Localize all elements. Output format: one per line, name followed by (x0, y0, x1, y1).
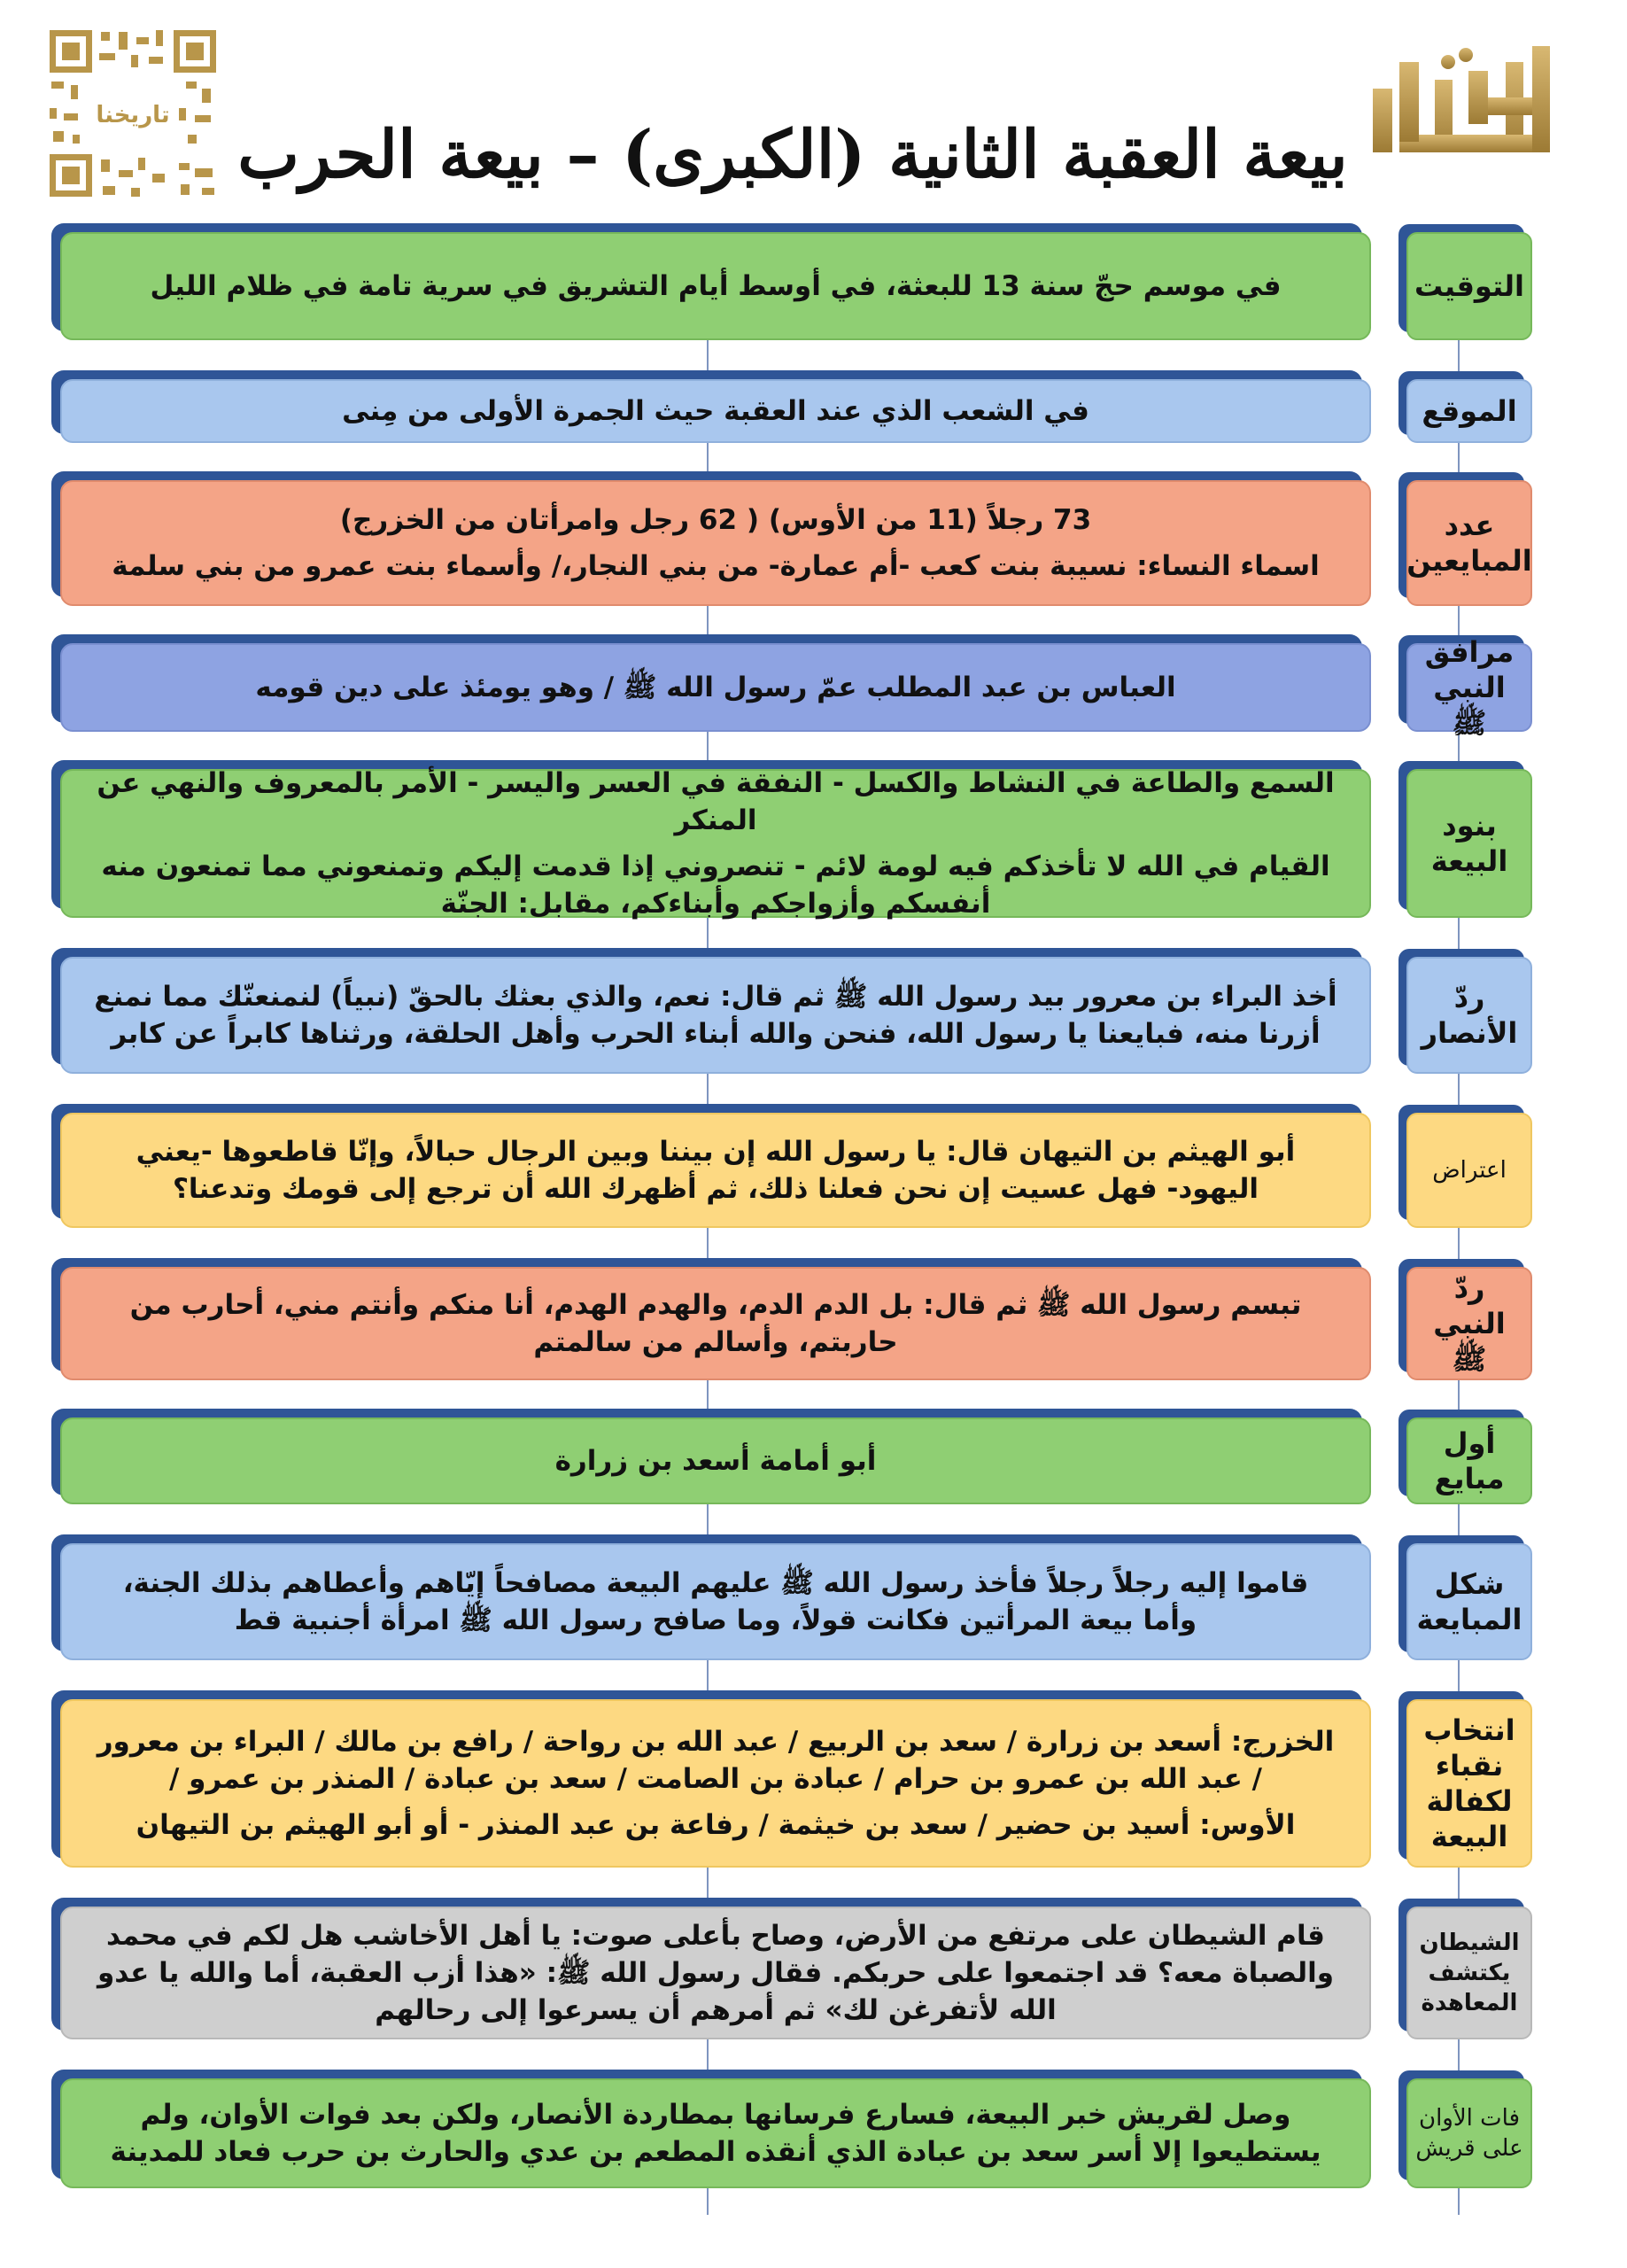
content-text: أبو أمامة أسعد بن زرارة (554, 1445, 877, 1477)
label-location: الموقع (1406, 379, 1532, 443)
label-prophet-reply: ردّ النبي ﷺ (1406, 1267, 1532, 1380)
content-box-objection (60, 1113, 1371, 1228)
content-box-terms (60, 769, 1371, 918)
content-text: قام الشيطان على مرتفع من الأرض، وصاح بأعلى صوت: يا أهل الأخاشب هل لكم في محمد والصباة معه؟ قد اجتمعوا على حربكم. فقال رسول الله ﷺ: «هذا أزب العقبة، أما والله يا عدو الله لأتفرغن لك» ثم أمرهم أن يسرعوا إلى رحالهم (97, 1920, 1334, 2026)
label-quraysh: فات الأوان على قريش (1406, 2078, 1532, 2188)
content-text: تبسم رسول الله ﷺ ثم قال: بل الدم الدم، والهدم الهدم، أنا منكم وأنتم مني، أحارب من حاربتم، وأسالم من سالمتم (129, 1289, 1302, 1358)
qr-code-icon (46, 27, 220, 200)
content-box-quraysh (60, 2078, 1371, 2188)
content-box-location (60, 379, 1371, 443)
content-text: القيام في الله لا تأخذكم فيه لومة لائم - تنصروني إذا قدمت إليكم وتمنعوني مما تمنعون منه أنفسكم وأزواجكم وأبناءكم، مقابل: الجنّة (101, 850, 1330, 920)
content-text: الأوس: أسيد بن حضير / سعد بن خيثمة / رفاعة بن عبد المنذر - أو أبو الهيثم بن التيهان (136, 1809, 1296, 1841)
content-box-first-pledger (60, 1418, 1371, 1504)
content-text: في الشعب الذي عند العقبة حيث الجمرة الأولى من مِنى (342, 395, 1089, 427)
page-title: بيعة العقبة الثانية (الكبرى) – بيعة الحرب (237, 117, 1348, 193)
logo (1364, 35, 1568, 177)
content-text: في موسم حجّ سنة 13 للبعثة، في أوسط أيام التشريق في سرية تامة في ظلام الليل (150, 270, 1282, 302)
content-box-prophet-reply (60, 1267, 1371, 1380)
content-text: العباس بن عبد المطلب عمّ رسول الله ﷺ / وهو يومئذ على دين قومه (255, 672, 1176, 703)
content-text: أبو الهيثم بن التيهان قال: يا رسول الله إن بيننا وبين الرجال حبالاً، وإنّا قاطعوها -يعني اليهود- فهل عسيت إن نحن فعلنا ذلك، ثم أظهرك الله أن ترجع إلى قومك وتدعنا؟ (136, 1136, 1296, 1205)
content-box-ansar-reply (60, 957, 1371, 1074)
content-box-count (60, 480, 1371, 606)
label-objection: اعتراض (1406, 1113, 1532, 1228)
content-text: قاموا إليه رجلاً رجلاً فأخذ رسول الله ﷺ عليهم البيعة مصافحاً إيّاهم وأعطاهم بذلك الجنة، وأما بيعة المرأتين فكانت قولاً، وما صافح رسول الله ﷺ امرأة أجنبية قط (122, 1567, 1309, 1636)
content-text: اسماء النساء: نسيبة بنت كعب -أم عمارة- من بني النجار،/ وأسماء بنت عمرو من بني سلمة (112, 550, 1320, 582)
content-box-timing (60, 232, 1371, 340)
label-naqibs: انتخاب نقباء لكفالة البيعة (1406, 1699, 1532, 1868)
content-box-companion (60, 643, 1371, 732)
label-companion: مرافق النبي ﷺ (1406, 643, 1532, 732)
svg-text:تاريخنا: تاريخنا (96, 102, 170, 128)
content-box-satan (60, 1907, 1371, 2039)
content-text: الخزرج: أسعد بن زرارة / سعد بن الربيع / عبد الله بن رواحة / رافع بن مالك / البراء بن معرور / عبد الله بن عمرو بن حرام / عبادة بن الصامت / سعد بن عبادة / المنذر بن عمرو / (97, 1726, 1335, 1795)
label-first-pledger: أول مبايع (1406, 1418, 1532, 1504)
label-pledge-form: شكل المبايعة (1406, 1543, 1532, 1660)
content-text: السمع والطاعة في النشاط والكسل - النفقة في العسر واليسر - الأمر بالمعروف والنهي عن المنكر (97, 767, 1335, 836)
label-satan: الشيطان يكتشف المعاهدة (1406, 1907, 1532, 2039)
content-text: أخذ البراء بن معرور بيد رسول الله ﷺ ثم قال: نعم، والذي بعثك بالحقّ (نبياً) لنمنعنّك مما نمنع أزرنا منه، فبايعنا يا رسول الله، فنحن والله أبناء الحرب وأهل الحلقة، ورثناها كابراً عن كابر (94, 981, 1337, 1050)
content-text: 73 رجلاً (11 من الأوس) ( 62 رجل وامرأتان من الخزرج) (339, 504, 1092, 536)
label-count: عدد المبايعين (1406, 480, 1532, 606)
label-timing: التوقيت (1406, 232, 1532, 340)
label-ansar-reply: ردّ الأنصار (1406, 957, 1532, 1074)
content-box-naqibs (60, 1699, 1371, 1868)
label-terms: بنود البيعة (1406, 769, 1532, 918)
content-text: وصل لقريش خبر البيعة، فسارع فرسانها بمطاردة الأنصار، ولكن بعد فوات الأوان، ولم يستطيعوا إلا أسر سعد بن عبادة الذي أنقذه المطعم بن عدي والحارث بن حرب فعاد للمدينة (110, 2099, 1321, 2168)
content-box-pledge-form (60, 1543, 1371, 1660)
